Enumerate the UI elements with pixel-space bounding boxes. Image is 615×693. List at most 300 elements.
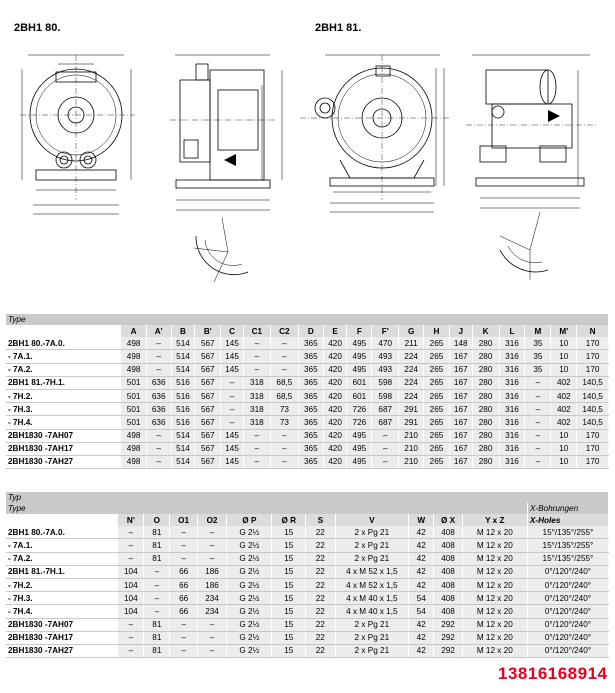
- table-cell: 516: [171, 389, 195, 402]
- table-cell: –: [146, 442, 171, 455]
- table-cell: 35: [525, 337, 551, 350]
- table-cell: –: [243, 350, 270, 363]
- table-cell: 501: [121, 376, 146, 389]
- row-type: 2BH1830 -7AH27: [6, 644, 118, 657]
- table-cell: 318: [243, 389, 270, 402]
- table-cell: 495: [347, 337, 372, 350]
- phone-number-watermark: 13816168914: [498, 664, 608, 683]
- table-cell: 2 x Pg 21: [335, 552, 409, 565]
- table-cell: 54: [409, 592, 434, 605]
- table-cell: –: [170, 552, 197, 565]
- table-cell: 4 x M 40 x 1,5: [335, 605, 409, 618]
- table-row: [6, 565, 609, 578]
- table-cell: M 12 x 20: [462, 605, 527, 618]
- table-cell: 81: [144, 552, 170, 565]
- table-cell: 365: [298, 363, 323, 376]
- table-cell: 104: [118, 605, 143, 618]
- table-cell: 145: [221, 442, 244, 455]
- table-cell: 636: [146, 376, 171, 389]
- x-holes-cell: 15°/135°/255°: [527, 526, 608, 539]
- table-cell: 224: [399, 350, 424, 363]
- table-cell: 167: [449, 363, 472, 376]
- table-cell: M 12 x 20: [462, 644, 527, 657]
- table-cell: 22: [306, 565, 335, 578]
- table-cell: –: [144, 592, 170, 605]
- table2-header-row: [6, 514, 609, 526]
- table-cell: –: [243, 442, 270, 455]
- table-cell: 514: [171, 337, 195, 350]
- table2-column-header: V: [335, 514, 409, 526]
- table-cell: –: [118, 526, 143, 539]
- table-cell: 170: [577, 455, 609, 468]
- table-cell: 365: [298, 455, 323, 468]
- x-holes-cell: 0°/120°/240°: [527, 592, 608, 605]
- table-row: [6, 592, 609, 605]
- table1-column-header: G: [399, 325, 424, 337]
- table-cell: 22: [306, 552, 335, 565]
- table-cell: G 2½: [227, 552, 272, 565]
- table-cell: –: [525, 403, 551, 416]
- table-cell: G 2½: [227, 644, 272, 657]
- table-cell: 567: [195, 337, 221, 350]
- table-cell: 54: [409, 605, 434, 618]
- drawing-title-2bh1-81: 2BH1 81.: [315, 22, 362, 34]
- x-holes-cell: 0°/120°/240°: [527, 565, 608, 578]
- table-cell: –: [146, 363, 171, 376]
- table-cell: 420: [323, 350, 347, 363]
- front-view-right: [300, 55, 450, 212]
- table-cell: 316: [499, 350, 525, 363]
- table-cell: 68,5: [270, 389, 298, 402]
- table-cell: 408: [434, 605, 462, 618]
- table-cell: 234: [197, 605, 226, 618]
- table-cell: –: [372, 429, 399, 442]
- table-cell: 365: [298, 403, 323, 416]
- table-cell: 495: [347, 363, 372, 376]
- table-cell: 265: [424, 416, 450, 429]
- table-cell: 170: [577, 363, 609, 376]
- table-cell: 224: [399, 389, 424, 402]
- table-cell: –: [525, 429, 551, 442]
- table1-column-header: J: [449, 325, 472, 337]
- table-cell: 234: [197, 592, 226, 605]
- table-cell: 280: [472, 337, 499, 350]
- row-type: - 7A.2.: [6, 363, 121, 376]
- table1-column-header: H: [424, 325, 450, 337]
- table-cell: –: [525, 455, 551, 468]
- table-cell: 140,5: [577, 376, 609, 389]
- table-cell: 420: [323, 442, 347, 455]
- technical-drawings: [0, 0, 615, 300]
- table-cell: 22: [306, 578, 335, 591]
- table-cell: 167: [449, 442, 472, 455]
- table-row: [6, 526, 609, 539]
- table-cell: 2 x Pg 21: [335, 618, 409, 631]
- table-cell: –: [197, 552, 226, 565]
- row-type: - 7H.3.: [6, 592, 118, 605]
- table-cell: G 2½: [227, 618, 272, 631]
- table-cell: 15: [272, 539, 306, 552]
- table-cell: 292: [434, 631, 462, 644]
- table-cell: –: [270, 337, 298, 350]
- table1-column-header: C2: [270, 325, 298, 337]
- table-cell: 498: [121, 442, 146, 455]
- table-cell: 145: [221, 350, 244, 363]
- table-cell: 15: [272, 644, 306, 657]
- table-cell: 318: [243, 376, 270, 389]
- table-cell: 10: [551, 350, 577, 363]
- table-cell: 420: [323, 337, 347, 350]
- table-cell: 567: [195, 376, 221, 389]
- dimension-table-2: [6, 492, 609, 658]
- table-cell: 280: [472, 455, 499, 468]
- table-cell: G 2½: [227, 605, 272, 618]
- drawing-title-2bh1-80: 2BH1 80.: [14, 22, 61, 34]
- table-cell: 10: [551, 455, 577, 468]
- table1-column-header: K: [472, 325, 499, 337]
- table-cell: G 2½: [227, 539, 272, 552]
- table-cell: –: [243, 337, 270, 350]
- table-cell: 280: [472, 403, 499, 416]
- table-cell: 365: [298, 442, 323, 455]
- table-cell: 10: [551, 337, 577, 350]
- table-cell: 210: [399, 429, 424, 442]
- table-cell: 726: [347, 416, 372, 429]
- table-cell: 4 x M 52 x 1,5: [335, 565, 409, 578]
- table-cell: 498: [121, 363, 146, 376]
- x-holes-cell: 0°/120°/240°: [527, 631, 608, 644]
- table-cell: 81: [144, 618, 170, 631]
- table2-header-blank: [6, 514, 118, 526]
- table-cell: 601: [347, 376, 372, 389]
- table-cell: 636: [146, 403, 171, 416]
- table-cell: 318: [243, 416, 270, 429]
- table-cell: –: [197, 526, 226, 539]
- row-type: 2BH1830 -7AH07: [6, 429, 121, 442]
- row-type: - 7A.1.: [6, 350, 121, 363]
- table-cell: M 12 x 20: [462, 618, 527, 631]
- dimension-table-1: [6, 314, 609, 469]
- table-cell: 73: [270, 416, 298, 429]
- table2-column-header: Ø P: [227, 514, 272, 526]
- table-cell: 280: [472, 416, 499, 429]
- table-cell: M 12 x 20: [462, 592, 527, 605]
- table-cell: –: [221, 389, 244, 402]
- table-cell: –: [146, 455, 171, 468]
- table-row: [6, 337, 609, 350]
- table2-typ-label: Typ: [6, 492, 609, 503]
- table-cell: 265: [424, 442, 450, 455]
- table-cell: G 2½: [227, 592, 272, 605]
- table-cell: 567: [195, 416, 221, 429]
- table-cell: 636: [146, 389, 171, 402]
- table-cell: 104: [118, 578, 143, 591]
- table1-column-header: B': [195, 325, 221, 337]
- table1-column-header: A': [146, 325, 171, 337]
- table1-type-label: Type: [6, 314, 609, 325]
- table-cell: 408: [434, 578, 462, 591]
- table-cell: –: [372, 455, 399, 468]
- table-cell: 516: [171, 416, 195, 429]
- table1-column-header: M': [551, 325, 577, 337]
- table-cell: 316: [499, 363, 525, 376]
- table-cell: 316: [499, 455, 525, 468]
- table1-column-header: F: [347, 325, 372, 337]
- table-cell: 210: [399, 455, 424, 468]
- table-cell: 514: [171, 350, 195, 363]
- table2-column-header: O2: [197, 514, 226, 526]
- table-cell: 402: [551, 403, 577, 416]
- table-cell: 167: [449, 429, 472, 442]
- table-row: [6, 442, 609, 455]
- table-cell: –: [270, 363, 298, 376]
- table-cell: 104: [118, 592, 143, 605]
- table-cell: 81: [144, 526, 170, 539]
- table-cell: 10: [551, 363, 577, 376]
- table-cell: –: [146, 429, 171, 442]
- table2-column-header: N': [118, 514, 143, 526]
- table-row: [6, 416, 609, 429]
- table-cell: 42: [409, 631, 434, 644]
- table-cell: 408: [434, 565, 462, 578]
- table-cell: 4 x M 52 x 1,5: [335, 578, 409, 591]
- table-cell: –: [525, 389, 551, 402]
- table-row: [6, 578, 609, 591]
- table-cell: 495: [347, 455, 372, 468]
- table-cell: 280: [472, 363, 499, 376]
- table-cell: 167: [449, 403, 472, 416]
- table-cell: 365: [298, 337, 323, 350]
- table-cell: 493: [372, 350, 399, 363]
- table-cell: –: [170, 631, 197, 644]
- table-cell: 42: [409, 578, 434, 591]
- row-type: - 7A.1.: [6, 539, 118, 552]
- table-cell: 66: [170, 592, 197, 605]
- row-type: 2BH1 81.-7H.1.: [6, 376, 121, 389]
- table-cell: 104: [118, 565, 143, 578]
- table-cell: –: [243, 363, 270, 376]
- table-cell: 167: [449, 416, 472, 429]
- row-type: 2BH1830 -7AH17: [6, 631, 118, 644]
- table-cell: 316: [499, 403, 525, 416]
- front-view-left: [20, 55, 135, 214]
- table-cell: M 12 x 20: [462, 578, 527, 591]
- table-cell: 170: [577, 337, 609, 350]
- table-cell: 22: [306, 631, 335, 644]
- table-cell: 498: [121, 455, 146, 468]
- table-cell: –: [372, 442, 399, 455]
- table-cell: 35: [525, 350, 551, 363]
- table-cell: 495: [347, 429, 372, 442]
- table2-type-row: [6, 503, 609, 514]
- side-view-left: [170, 55, 282, 210]
- table1-column-header: E: [323, 325, 347, 337]
- table-cell: 514: [171, 442, 195, 455]
- table2-column-header: Y x Z: [462, 514, 527, 526]
- table-cell: 15: [272, 592, 306, 605]
- table-cell: 316: [499, 416, 525, 429]
- table1-type-row: [6, 314, 609, 325]
- table-cell: 22: [306, 618, 335, 631]
- x-holes-cell: 0°/120°/240°: [527, 644, 608, 657]
- table-cell: –: [170, 526, 197, 539]
- table-cell: –: [525, 376, 551, 389]
- table-cell: –: [197, 618, 226, 631]
- table-cell: 42: [409, 618, 434, 631]
- table-cell: 265: [424, 403, 450, 416]
- table-row: [6, 403, 609, 416]
- table-cell: 291: [399, 403, 424, 416]
- table-cell: 42: [409, 552, 434, 565]
- table-cell: 15: [272, 631, 306, 644]
- table-cell: 66: [170, 565, 197, 578]
- table-cell: –: [221, 376, 244, 389]
- row-type: - 7H.3.: [6, 403, 121, 416]
- table1-header-row: [6, 325, 609, 337]
- table-cell: 10: [551, 429, 577, 442]
- table-cell: 68,5: [270, 376, 298, 389]
- table-cell: 567: [195, 350, 221, 363]
- table-cell: 140,5: [577, 416, 609, 429]
- table-cell: 35: [525, 363, 551, 376]
- table-cell: –: [221, 416, 244, 429]
- row-type: - 7A.2.: [6, 552, 118, 565]
- table1-column-header: C1: [243, 325, 270, 337]
- table-cell: 516: [171, 403, 195, 416]
- table-cell: M 12 x 20: [462, 526, 527, 539]
- x-holes-cell: 15°/135°/255°: [527, 552, 608, 565]
- table-cell: 280: [472, 429, 499, 442]
- table-cell: 265: [424, 337, 450, 350]
- table-cell: 211: [399, 337, 424, 350]
- table-cell: 567: [195, 429, 221, 442]
- table-row: [6, 429, 609, 442]
- table-cell: 402: [551, 376, 577, 389]
- table-cell: 167: [449, 455, 472, 468]
- table2-column-header: Ø X: [434, 514, 462, 526]
- table-cell: –: [118, 539, 143, 552]
- table-cell: G 2½: [227, 631, 272, 644]
- row-type: 2BH1 80.-7A.0.: [6, 526, 118, 539]
- table-cell: 22: [306, 592, 335, 605]
- table-cell: M 12 x 20: [462, 631, 527, 644]
- table-cell: 81: [144, 644, 170, 657]
- table-cell: 493: [372, 363, 399, 376]
- table-cell: 292: [434, 644, 462, 657]
- table-cell: 498: [121, 337, 146, 350]
- table-cell: –: [243, 429, 270, 442]
- table-cell: M 12 x 20: [462, 539, 527, 552]
- table1-column-header: B: [171, 325, 195, 337]
- table-cell: 10: [551, 442, 577, 455]
- table2-column-header: W: [409, 514, 434, 526]
- row-type: - 7H.4.: [6, 605, 118, 618]
- table-cell: 265: [424, 363, 450, 376]
- table-cell: 4 x M 40 x 1,5: [335, 592, 409, 605]
- row-type: 2BH1 80.-7A.0.: [6, 337, 121, 350]
- table-row: [6, 631, 609, 644]
- table-cell: –: [270, 442, 298, 455]
- table-row: [6, 552, 609, 565]
- row-type: - 7H.2.: [6, 389, 121, 402]
- table1-column-header: D: [298, 325, 323, 337]
- table-cell: 265: [424, 455, 450, 468]
- table-cell: –: [221, 403, 244, 416]
- table-cell: 2 x Pg 21: [335, 631, 409, 644]
- table-row: [6, 350, 609, 363]
- table-cell: 145: [221, 455, 244, 468]
- table-cell: 495: [347, 350, 372, 363]
- table-cell: 365: [298, 416, 323, 429]
- table-cell: –: [144, 605, 170, 618]
- table-cell: 81: [144, 631, 170, 644]
- table-cell: 145: [221, 429, 244, 442]
- table-cell: 186: [197, 578, 226, 591]
- table-cell: 22: [306, 605, 335, 618]
- table-cell: 2 x Pg 21: [335, 539, 409, 552]
- table-cell: 15: [272, 552, 306, 565]
- table-cell: 15: [272, 605, 306, 618]
- x-holes-cell: 0°/120°/240°: [527, 605, 608, 618]
- table-cell: 2 x Pg 21: [335, 526, 409, 539]
- table-cell: 15: [272, 578, 306, 591]
- table-cell: 66: [170, 605, 197, 618]
- table-cell: 598: [372, 376, 399, 389]
- side-view-right: [466, 55, 596, 208]
- table-cell: 145: [221, 363, 244, 376]
- table-cell: 687: [372, 416, 399, 429]
- table-cell: 167: [449, 350, 472, 363]
- table-cell: 22: [306, 526, 335, 539]
- table-cell: 420: [323, 455, 347, 468]
- table-cell: 408: [434, 526, 462, 539]
- table2-type-label: Type: [6, 503, 527, 514]
- table-cell: 365: [298, 350, 323, 363]
- table-cell: 726: [347, 403, 372, 416]
- table1-column-header: M: [525, 325, 551, 337]
- table1-column-header: F': [372, 325, 399, 337]
- table-row: [6, 618, 609, 631]
- table-cell: –: [118, 644, 143, 657]
- table-cell: 567: [195, 363, 221, 376]
- x-holes-cell: 0°/120°/240°: [527, 578, 608, 591]
- table2-typ-row: [6, 492, 609, 503]
- table-cell: 265: [424, 376, 450, 389]
- table-cell: 498: [121, 350, 146, 363]
- table-row: [6, 389, 609, 402]
- table-cell: 42: [409, 539, 434, 552]
- table-cell: G 2½: [227, 526, 272, 539]
- row-type: 2BH1830 -7AH07: [6, 618, 118, 631]
- table-cell: –: [197, 631, 226, 644]
- table-cell: 280: [472, 376, 499, 389]
- table-cell: –: [118, 552, 143, 565]
- table-cell: 167: [449, 389, 472, 402]
- table-cell: 316: [499, 429, 525, 442]
- table1-header-blank: [6, 325, 121, 337]
- row-type: 2BH1 81.-7H.1.: [6, 565, 118, 578]
- table1-column-header: L: [499, 325, 525, 337]
- table-row: [6, 539, 609, 552]
- table2-column-header: S: [306, 514, 335, 526]
- table-cell: 2 x Pg 21: [335, 644, 409, 657]
- table-cell: 514: [171, 429, 195, 442]
- table-cell: 73: [270, 403, 298, 416]
- table-cell: 280: [472, 389, 499, 402]
- table-cell: 420: [323, 416, 347, 429]
- row-type: - 7H.2.: [6, 578, 118, 591]
- table1-column-header: N: [577, 325, 609, 337]
